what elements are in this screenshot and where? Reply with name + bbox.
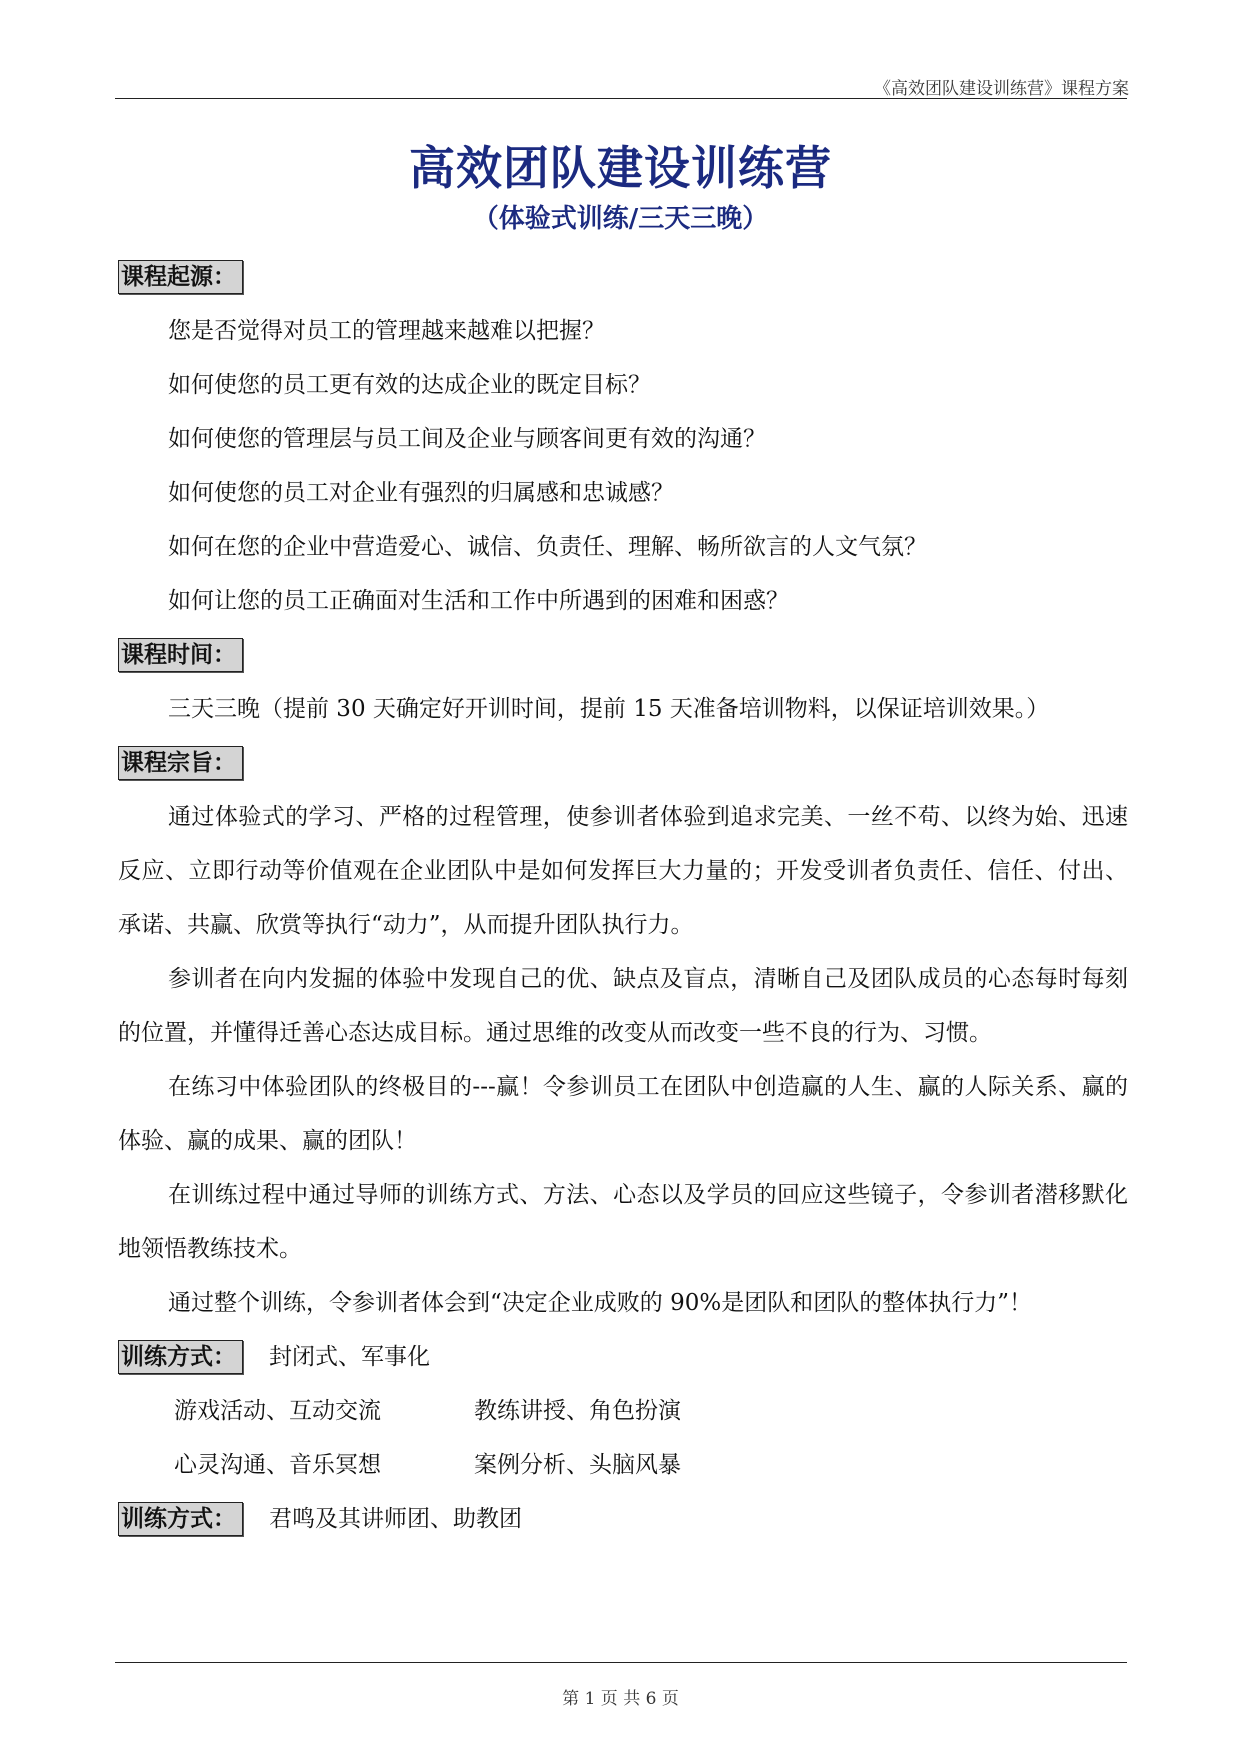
method-item: 教练讲授、角色扮演 [474,1398,681,1424]
section-origin-heading-row [118,250,1128,304]
section-label-method: 训练方式： [118,1340,243,1374]
purpose-paragraph: 通过体验式的学习、严格的过程管理，使参训者体验到追求完美、一丝不苟、以终为始、迅速反应、立即行动等价值观在企业团队中是如何发挥巨大力量的；开发受训者负责任、信任、付出、承诺、共赢、欣赏等执行“动力”，从而提升团队执行力。 [118,804,1128,938]
section-label-origin: 课程起源： [118,260,243,294]
footer-divider [115,1662,1127,1663]
method-items-row [118,1438,1128,1492]
section-label-method2: 训练方式： [118,1502,243,1536]
document-subtitle: （体验式训练/三天三晚） [472,204,769,234]
origin-line: 您是否觉得对员工的管理越来越难以把握？ [168,318,605,344]
section-label-purpose: 课程宗旨： [118,746,243,780]
section-method-heading-row [118,1330,1128,1384]
section-purpose-heading-row [118,736,1128,790]
section-label-time: 课程时间： [118,638,243,672]
header-divider [115,98,1127,99]
purpose-paragraph: 在练习中体验团队的终极目的---赢！令参训员工在团队中创造赢的人生、赢的人际关系、赢的体验、赢的成果、赢的团队！ [118,1074,1128,1154]
document-title: 高效团队建设训练营 [409,141,832,195]
method-items-row [118,1384,1128,1438]
method-item: 案例分析、头脑风暴 [474,1452,681,1478]
document-body [118,250,1128,1546]
method-item: 心灵沟通、音乐冥想 [174,1452,381,1478]
origin-line: 如何使您的员工对企业有强烈的归属感和忠诚感？ [168,480,674,506]
running-header: 《高效团队建设训练营》课程方案 [874,79,1129,99]
method-inline-text: 封闭式、军事化 [269,1344,430,1370]
origin-line: 如何在您的企业中营造爱心、诚信、负责任、理解、畅所欲言的人文气氛？ [168,534,927,560]
section-method2-heading-row [118,1492,1128,1546]
time-text: 三天三晚（提前 30 天确定好开训时间，提前 15 天准备培训物料，以保证培训效果。） [168,696,1050,722]
method2-inline-text: 君鸣及其讲师团、助教团 [269,1506,522,1532]
origin-line: 如何使您的员工更有效的达成企业的既定目标？ [168,372,651,398]
purpose-paragraph: 在训练过程中通过导师的训练方式、方法、心态以及学员的回应这些镜子，令参训者潜移默化地领悟教练技术。 [118,1182,1128,1262]
purpose-paragraph: 通过整个训练，令参训者体会到“决定企业成败的 90%是团队和团队的整体执行力”！ [168,1290,1032,1316]
purpose-paragraph: 参训者在向内发掘的体验中发现自己的优、缺点及盲点，清晰自己及团队成员的心态每时每刻的位置，并懂得迁善心态达成目标。通过思维的改变从而改变一些不良的行为、习惯。 [118,966,1128,1046]
page-number: 第 1 页 共 6 页 [562,1689,679,1709]
origin-line: 如何让您的员工正确面对生活和工作中所遇到的困难和困惑？ [168,588,789,614]
method-item: 游戏活动、互动交流 [174,1398,381,1424]
section-time-heading-row [118,628,1128,682]
origin-line: 如何使您的管理层与员工间及企业与顾客间更有效的沟通？ [168,426,766,452]
